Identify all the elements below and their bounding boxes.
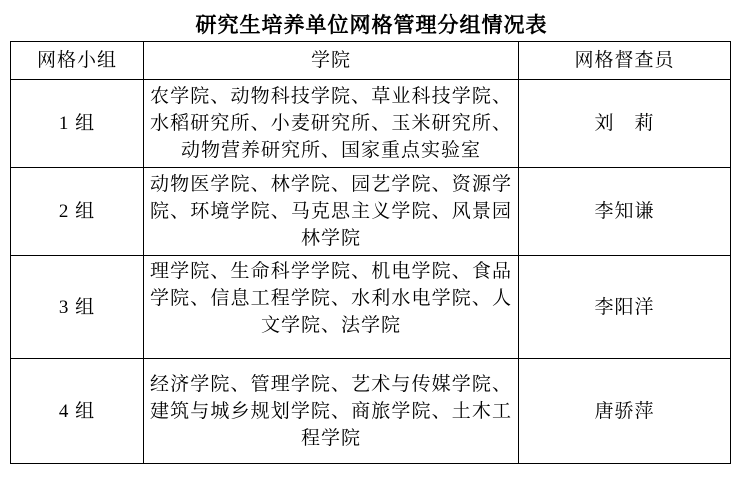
col-header-college: 学院: [144, 42, 519, 80]
supervisor-cell: 李阳洋: [519, 256, 731, 359]
supervisor-cell: 唐骄萍: [519, 359, 731, 464]
group-cell: 2 组: [11, 168, 144, 256]
col-header-grid-group: 网格小组: [11, 42, 144, 80]
col-header-grid-supervisor: 网格督查员: [519, 42, 731, 80]
group-cell: 4 组: [11, 359, 144, 464]
group-cell: 1 组: [11, 80, 144, 168]
grid-management-table: [10, 41, 731, 464]
colleges-cell: 农学院、动物科技学院、草业科技学院、水稻研究所、小麦研究所、玉米研究所、动物营养研究所、国家重点实验室: [144, 80, 519, 168]
colleges-cell: 理学院、生命科学学院、机电学院、食品学院、信息工程学院、水利水电学院、人文学院、法学院: [144, 256, 519, 359]
table-row: [11, 256, 731, 359]
page-title: 研究生培养单位网格管理分组情况表: [195, 13, 548, 37]
header-row: [11, 42, 731, 80]
table-row: [11, 359, 731, 464]
colleges-cell: 经济学院、管理学院、艺术与传媒学院、建筑与城乡规划学院、商旅学院、土木工程学院: [144, 359, 519, 464]
supervisor-cell: 刘 莉: [519, 80, 731, 168]
table-row: [11, 80, 731, 168]
table-row: [11, 168, 731, 256]
supervisor-cell: 李知谦: [519, 168, 731, 256]
group-cell: 3 组: [11, 256, 144, 359]
colleges-cell: 动物医学院、林学院、园艺学院、资源学院、环境学院、马克思主义学院、风景园林学院: [144, 168, 519, 256]
